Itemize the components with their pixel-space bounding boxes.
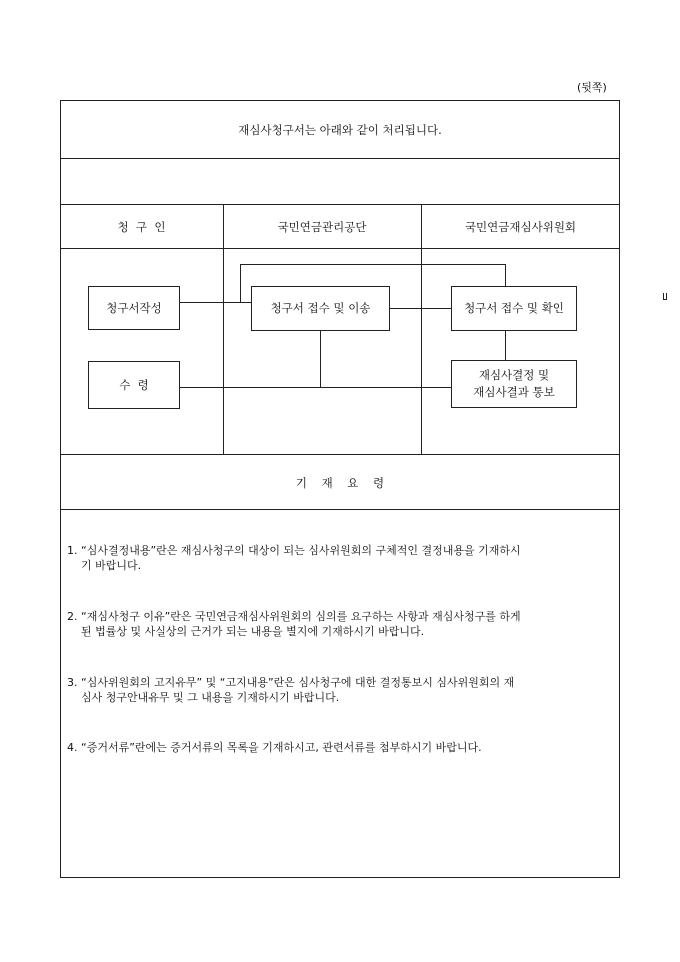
- instruction-item: [67, 543, 615, 573]
- divider-column-headers: [60, 248, 620, 249]
- connector-loop-left: [240, 264, 241, 302]
- item-text: “재심사청구 이유”란은 국민연금재심사위원회의 심의를 요구하는 사항과 재심사청구를 하게: [81, 610, 521, 623]
- connector-result-to-claimant: [180, 387, 451, 388]
- connector-confirm-to-decision: [505, 331, 506, 360]
- divider-instructions-heading: [60, 509, 620, 510]
- page-title: 재심사청구서는 아래와 같이 처리됩니다.: [238, 123, 442, 137]
- column-header-nps: 국민연금관리공단: [277, 220, 367, 234]
- divider-title: [60, 158, 620, 159]
- back-page-label: (뒷쪽): [577, 81, 607, 94]
- column-header-committee: 국민연금재심사위원회: [464, 220, 577, 234]
- instruction-item: [67, 675, 615, 705]
- item-number: 2.: [67, 610, 78, 623]
- item-text-continued: 기 바랍니다.: [81, 559, 142, 572]
- column-divider-1: [223, 204, 224, 454]
- decision-line-1: 재심사결정 및: [478, 368, 550, 382]
- divider-blank-row: [60, 204, 620, 205]
- connector-write-to-receipt: [180, 302, 251, 303]
- box-receive-result: 수 령: [88, 361, 180, 409]
- item-number: 4.: [67, 741, 78, 754]
- connector-receipt-down: [320, 331, 321, 387]
- box-nps-receipt-transfer: 청구서 접수 및 이송: [251, 286, 390, 331]
- instruction-item: [67, 609, 615, 639]
- margin-mark: [663, 293, 667, 300]
- item-number: 1.: [67, 544, 78, 557]
- divider-flow: [60, 454, 620, 455]
- item-text-continued: 심사 청구안내유무 및 그 내용을 기재하시기 바랍니다.: [81, 691, 340, 704]
- connector-loop-top: [240, 264, 506, 265]
- box-write-claim: 청구서작성: [88, 286, 180, 330]
- instructions-heading: 기 재 요 령: [295, 476, 385, 490]
- item-text: “심사위원회의 고지유무” 및 “고지내용”란은 심사청구에 대한 결정통보시 심사위원회의 재: [81, 676, 515, 689]
- column-header-claimant: 청 구 인: [117, 220, 166, 234]
- connector-loop-right: [505, 264, 506, 286]
- item-text: “심사결정내용”란은 재심사청구의 대상이 되는 심사위원회의 구체적인 결정내용을 기재하시: [81, 544, 521, 557]
- connector-receipt-to-committee: [390, 308, 451, 309]
- box-committee-decision: [451, 360, 577, 408]
- item-text-continued: 된 법률상 및 사실상의 근거가 되는 내용을 별지에 기재하시기 바랍니다.: [81, 625, 425, 638]
- box-committee-receipt-confirm: 청구서 접수 및 확인: [451, 286, 577, 331]
- item-number: 3.: [67, 676, 78, 689]
- instruction-item: [67, 740, 615, 755]
- item-text: “증거서류”란에는 증거서류의 목록을 기재하시고, 관련서류를 첨부하시기 바랍니다.: [81, 741, 482, 754]
- column-divider-2: [421, 204, 422, 454]
- decision-line-2: 재심사결과 통보: [473, 385, 555, 399]
